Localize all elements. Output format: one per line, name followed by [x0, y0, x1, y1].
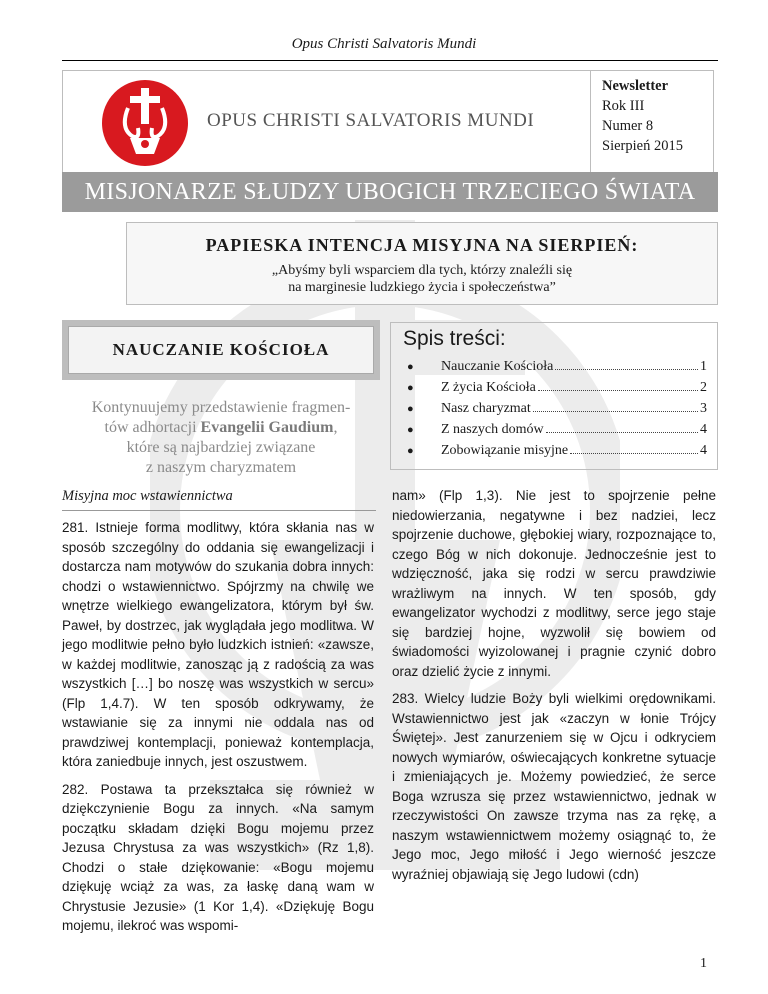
newsletter-issue: Numer 8 [602, 118, 654, 134]
teaching-title-box [62, 320, 380, 380]
table-of-contents [390, 322, 718, 470]
section-rule [62, 510, 376, 511]
pull-quote-comma: , [333, 419, 338, 436]
toc-item-page: 4 [700, 422, 707, 437]
organization-name: OPUS CHRISTI SALVATORIS MUNDI [207, 110, 535, 131]
teaching-title: NAUCZANIE KOŚCIOŁA [68, 326, 374, 374]
paragraph: 281. Istnieje forma modlitwy, która skłania nas w sposób szczególny do oddania się ewangelizacji i dostarcza nam motywów do szukania dobra innych: chodzi o wstawiennictwo. Spójrzmy na chwilę we wnętrze wielkiego ewangelizatora, którym był św. Paweł, by dostrzec, jak wyglądała jego modlitwa. W jego modlitwie pełno było ludzkich istnień: «zawsze, w każdej modlitwie, zanosząc ją z radością za was wszystkich […] bo noszę was wszystkich w sercu» (Flp 1,4.7). W ten sposób odkrywamy, że wstawianie się za innymi nie oddala nas od prawdziwej kontemplacji, ponieważ kontemplacja, która zaniedbuje innych, jest oszustwem. [62, 520, 374, 769]
toc-item[interactable] [407, 359, 707, 380]
newsletter-label: Newsletter [602, 78, 669, 94]
intention-title: PAPIESKA INTENCJA MISYJNA NA SIERPIEŃ: [205, 235, 639, 255]
newsletter-date: Sierpień 2015 [602, 138, 683, 154]
toc-leader [538, 390, 698, 391]
header-rule [62, 60, 718, 61]
toc-item[interactable] [407, 401, 707, 422]
logo-emblem-icon [100, 78, 190, 168]
right-column [392, 486, 716, 892]
running-header: Opus Christi Salvatoris Mundi [291, 36, 477, 52]
title-banner: MISJONARZE SŁUDZY UBOGICH TRZECIEGO ŚWIATA [62, 172, 718, 212]
newsletter-info [590, 70, 719, 172]
mission-intention-box [126, 222, 718, 305]
toc-leader [533, 411, 698, 412]
toc-list [407, 359, 707, 464]
bullet-icon: ● [407, 361, 414, 373]
toc-item-label: Nasz charyzmat [441, 401, 531, 416]
intention-quote [127, 262, 717, 296]
toc-leader [555, 369, 698, 370]
newsletter-year: Rok III [602, 98, 645, 114]
bullet-icon: ● [407, 382, 414, 394]
bullet-icon: ● [407, 424, 414, 436]
page-number: 1 [700, 956, 707, 971]
intention-quote-line2: na marginesie ludzkiego życia i społeczeństwa” [288, 280, 556, 295]
toc-leader [546, 432, 698, 433]
toc-item[interactable] [407, 443, 707, 464]
toc-item-label: Z życia Kościoła [441, 380, 536, 395]
toc-item-page: 3 [700, 401, 707, 416]
left-column [62, 518, 374, 944]
pull-quote-line3: które są najbardziej związane [126, 439, 316, 456]
toc-item-page: 4 [700, 443, 707, 458]
section-heading: Misyjna moc wstawiennictwa [62, 488, 233, 504]
toc-title: Spis treści: [403, 327, 506, 350]
bullet-icon: ● [407, 403, 414, 415]
toc-item-label: Zobowiązanie misyjne [441, 443, 569, 458]
toc-item-label: Nauczanie Kościoła [441, 359, 554, 374]
toc-item[interactable] [407, 422, 707, 443]
toc-item-page: 1 [700, 359, 707, 374]
paragraph: 283. Wielcy ludzie Boży byli wielkimi orędownikami. Wstawiennictwo jest jak «zaczyn w łonie Trójcy Świętej». Jest zanurzeniem się w Ojcu i odkryciem nowych wymiarów, oświecających konkretne sytuacje i zmieniających je. Możemy powiedzieć, że serce Boga wzrusza się przez wstawiennictwo, jednak w rzeczywistości On zawsze trzyma nas za rękę, a naszym wstawiennictwem możemy osiągnąć to, że Jego moc, Jego miłość i Jego wierność jeszcze wyraźniej objawiają się Jego ludowi (cdn) [392, 691, 716, 882]
pull-quote-line2a: tów adhortacji [104, 419, 201, 436]
intention-quote-line1: „Abyśmy byli wsparciem dla tych, którzy znaleźli się [271, 263, 573, 278]
toc-item-page: 2 [700, 380, 707, 395]
toc-leader [570, 453, 698, 454]
paragraph: nam» (Flp 1,3). Nie jest to spojrzenie pełne niedowierzania, negatywne i bez nadziei, lecz spojrzenie duchowe, głębokiej wiary, rozpoznające to, czego Bóg w nich dokonuje. Jednocześnie jest to wdzięczność, jaka się rodzi w sercu prawdziwie wrażliwym na innych. W ten sposób, gdy ewangelizator wychodzi z modlitwy, serce jego staje się bardziej hojne, wyzwolił się bowiem od świadomości wyizolowanej i pragnie czynić dobro oraz dzielić życie z innymi. [392, 488, 716, 679]
toc-item[interactable] [407, 380, 707, 401]
pull-quote [62, 398, 380, 478]
pull-quote-line1: Kontynuujemy przedstawienie fragmen- [91, 399, 351, 416]
bullet-icon: ● [407, 445, 414, 457]
toc-item-label: Z naszych domów [441, 422, 544, 437]
pull-quote-title: Evangelii Gaudium [200, 419, 334, 436]
paragraph: 282. Postawa ta przekształca się również w dziękczynienie Bogu za innych. «Na samym początku składam dzięki Bogu mojemu przez Jezusa Chrystusa za was wszystkich» (Rz 1,8). Chodzi o stałe dziękowanie: «Bogu mojemu dziękuję wciąż za was, za łaskę daną wam w Chrystusie Jezusie» (1 Kor 1,4). «Dziękuję Bogu mojemu, ilekroć was wspomi- [62, 781, 374, 933]
pull-quote-line4: z naszym charyzmatem [145, 459, 297, 476]
